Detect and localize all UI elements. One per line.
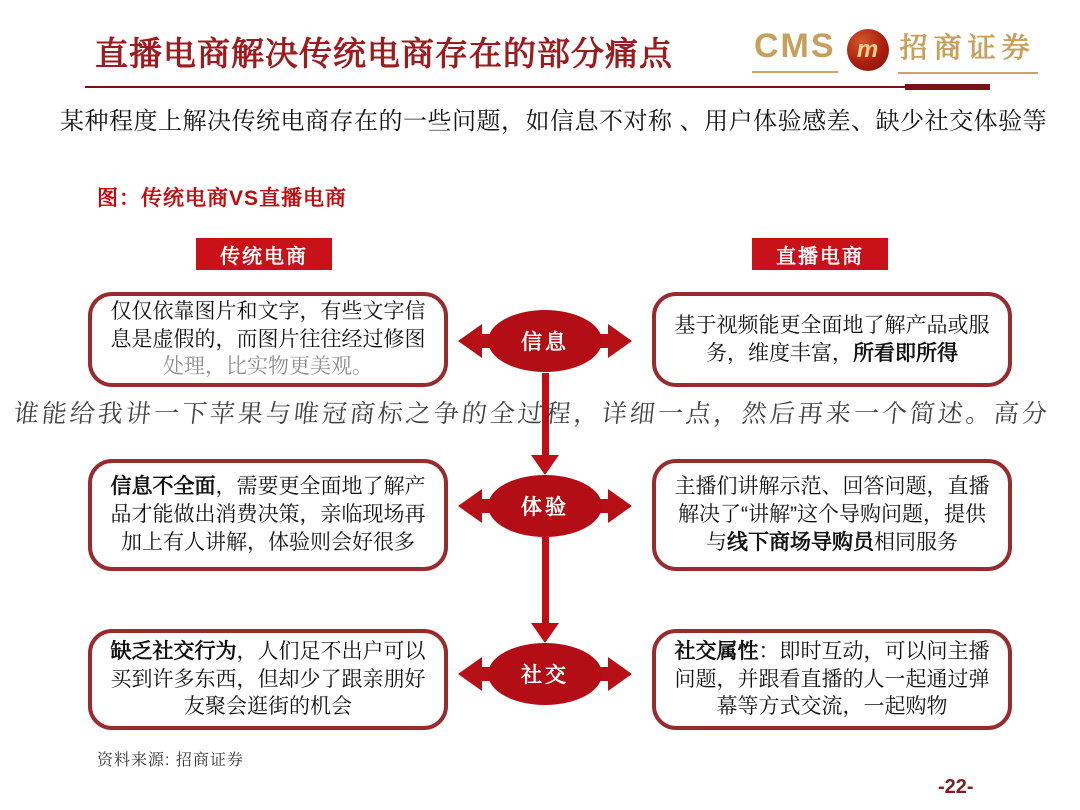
company-name: 招商证券 [898,26,1038,74]
box-traditional-social [88,629,448,730]
arrow-right-icon [608,324,632,358]
arrow-right-icon [608,489,632,523]
column-header-livestream: 直播电商 [752,238,888,270]
box-traditional-info [88,292,448,387]
box-traditional-experience [88,459,448,571]
page-title: 直播电商解决传统电商存在的部分痛点 [95,35,673,72]
brand-logo [752,26,1038,74]
handwritten-watermark: 谁能给我讲一下苹果与唯冠商标之争的全过程，详细一点，然后再来一个简述。高分 [12,400,1052,428]
node-info: 信息 [488,310,602,372]
cms-wordmark: CMS [752,27,838,73]
box-livestream-experience [652,459,1012,571]
box-text: 社交属性：即时互动，可以问主播问题，并跟看直播的人一起通过弹幕等方式交流，一起购物 [674,639,990,719]
box-text: 基于视频能更全面地了解产品或服务，维度丰富，所看即所得 [674,313,990,365]
node-social: 社交 [488,643,602,705]
arrow-left-icon [458,657,482,691]
box-text: 仅仅依靠图片和文字，有些文字信息是虚假的，而图片往往经过修图处理，比实物更美观。 [110,299,426,379]
arrow-down-icon [531,455,559,475]
node-experience: 体验 [488,475,602,537]
header-divider-accent [905,84,990,90]
arrow-left-icon [458,489,482,523]
cms-logo-icon: m [847,29,889,71]
box-text: 信息不全面，需要更全面地了解产品才能做出消费决策，亲临现场再加上有人讲解，体验则会好很多 [110,475,426,554]
arrow-right-icon [608,657,632,691]
arrow-left-icon [458,324,482,358]
box-text: 主播们讲解示范、回答问题，直播解决了“讲解”这个导购问题，提供与线下商场导购员相同服务 [674,475,990,554]
box-livestream-social [652,629,1012,730]
connector-bar [542,373,549,455]
column-header-traditional: 传统电商 [196,238,332,270]
page-number: -22- [938,776,974,798]
source-note: 资料来源: 招商证券 [97,752,244,769]
subtitle: 某种程度上解决传统电商存在的一些问题，如信息不对称 、用户体验感差、缺少社交体验等 [60,108,1048,135]
figure-label: 图：传统电商VS直播电商 [97,187,348,210]
box-text: 缺乏社交行为，人们足不出户可以买到许多东西，但却少了跟亲朋好友聚会逛街的机会 [110,639,426,719]
connector-bar [542,537,549,623]
box-livestream-info [652,292,1012,387]
arrow-down-icon [531,623,559,643]
header-divider [85,86,907,88]
